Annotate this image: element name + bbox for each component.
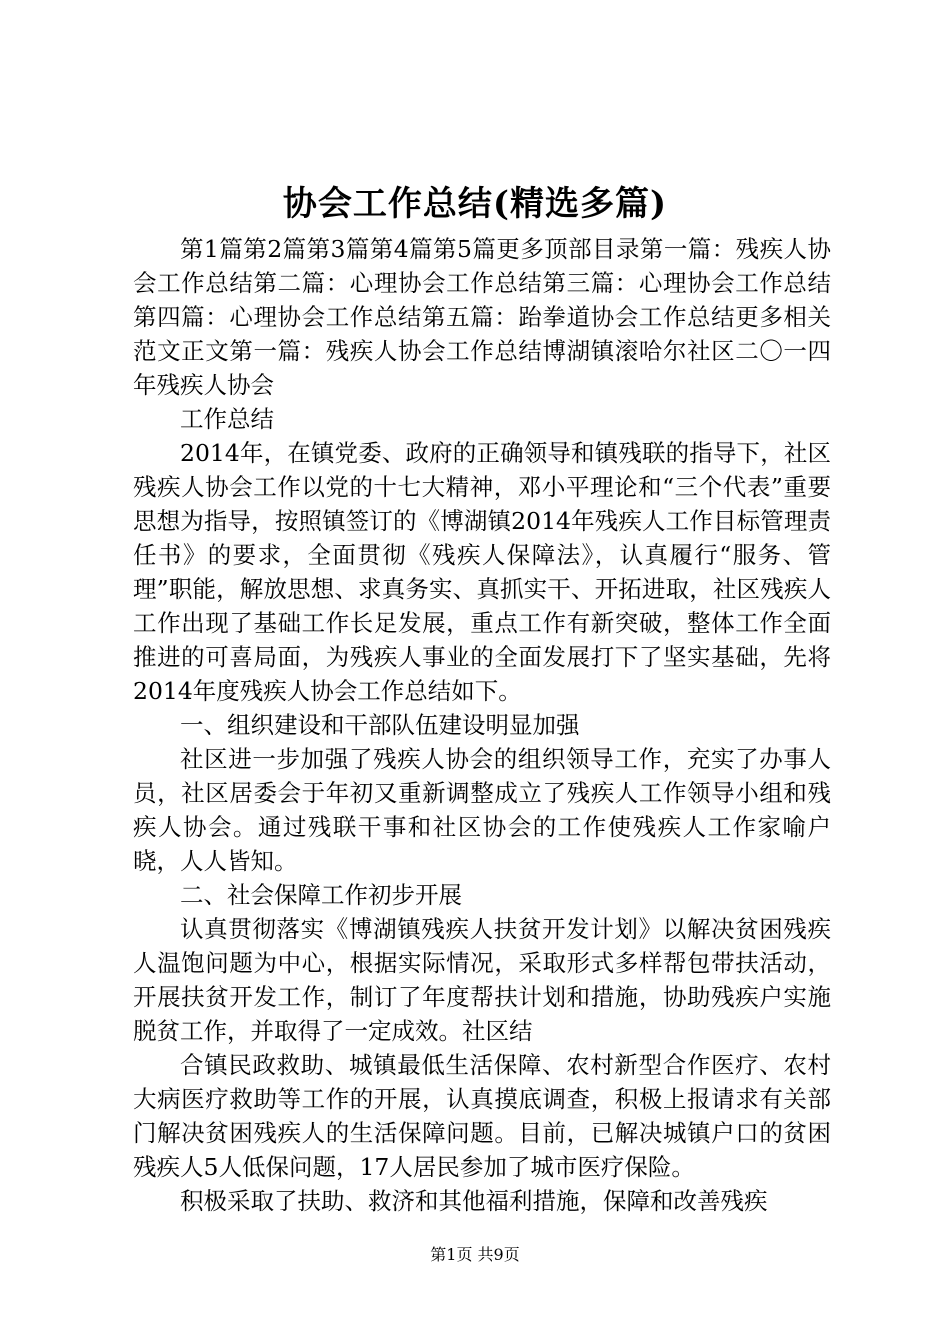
paragraph-section-2c: 积极采取了扶助、救济和其他福利措施，保障和改善残疾 — [180, 1187, 768, 1215]
paragraph-intro: 2014年，在镇党委、政府的正确领导和镇残联的指导下，社区残疾人协会工作以党的十七大精神，邓小平理论和“三个代表”重要思想为指导，按照镇签订的《博湖镇2014年残疾人工作目标管理责任书》的要求，全面贯彻《残疾人保障法》，认真履行“服务、管理”职能，解放思想、求真务实、真抓实干、开拓进取，社区残疾人工作出现了基础工作长足发展，重点工作有新突破，整体工作全面推进的可喜局面，为残疾人事业的全面发展打下了坚实基础，先将2014年度残疾人协会工作总结如下。 — [133, 439, 831, 705]
section-heading-1: 一、组织建设和干部队伍建设明显加强 — [180, 711, 580, 739]
paragraph-toc: 第1篇第2篇第3篇第4篇第5篇更多顶部目录第一篇：残疾人协会工作总结第二篇：心理协会工作总结第三篇：心理协会工作总结第四篇：心理协会工作总结第五篇：跆拳道协会工作总结更多相关范文正文第一篇：残疾人协会工作总结博湖镇滚哈尔社区二〇一四年残疾人协会 — [133, 235, 831, 399]
page-number-footer: 第1页 共9页 — [430, 1245, 520, 1264]
paragraph-heading-summary: 工作总结 — [180, 405, 274, 433]
document-body — [133, 232, 831, 1218]
paragraph-section-1: 社区进一步加强了残疾人协会的组织领导工作，充实了办事人员，社区居委会于年初又重新调整成立了残疾人工作领导小组和残疾人协会。通过残联干事和社区协会的工作使残疾人工作家喻户晓，人人皆知。 — [133, 745, 831, 875]
paragraph-section-2b: 合镇民政救助、城镇最低生活保障、农村新型合作医疗、农村大病医疗救助等工作的开展，认真摸底调查，积极上报请求有关部门解决贫困残疾人的生活保障问题。目前，已解决城镇户口的贫困残疾人5人低保问题，17人居民参加了城市医疗保险。 — [133, 1051, 831, 1181]
section-heading-2: 二、社会保障工作初步开展 — [180, 881, 462, 909]
paragraph-section-2a: 认真贯彻落实《博湖镇残疾人扶贫开发计划》以解决贫困残疾人温饱问题为中心，根据实际情况，采取形式多样帮包带扶活动，开展扶贫开发工作，制订了年度帮扶计划和措施，协助残疾户实施脱贫工作，并取得了一定成效。社区结 — [133, 915, 831, 1045]
document-title: 协会工作总结(精选多篇) — [282, 184, 668, 224]
